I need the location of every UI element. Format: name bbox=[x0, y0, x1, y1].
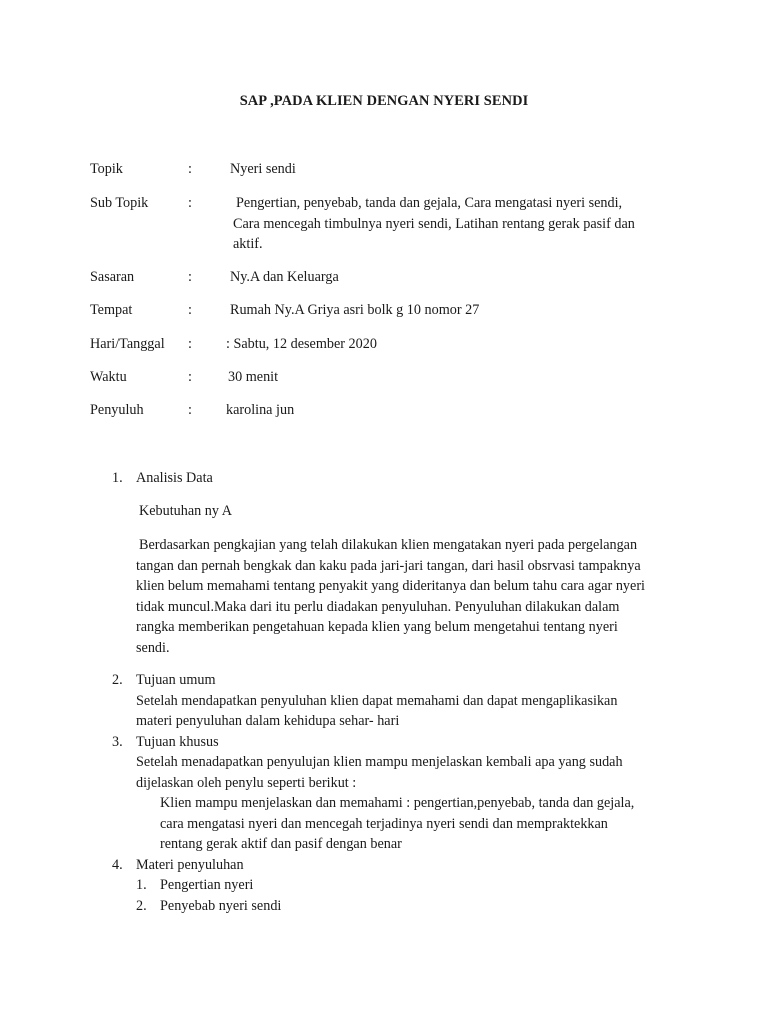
meta-value: Ny.A dan Keluarga bbox=[230, 269, 339, 285]
meta-colon: : bbox=[188, 369, 192, 385]
meta-colon: : bbox=[188, 402, 192, 418]
section-heading: Materi penyuluhan bbox=[136, 856, 244, 873]
paragraph-line: Berdasarkan pengkajian yang telah dilakukan klien mengatakan nyeri pada pergelangan bbox=[139, 537, 638, 553]
section-subheading: Kebutuhan ny A bbox=[139, 503, 232, 519]
paragraph-line: dijelaskan oleh penylu seperti berikut : bbox=[136, 774, 357, 791]
list-item-text: Penyebab nyeri sendi bbox=[160, 897, 282, 914]
meta-value-line: Pengertian, penyebab, tanda dan gejala, Cara mengatasi nyeri sendi, bbox=[236, 195, 623, 211]
meta-value: karolina jun bbox=[226, 402, 295, 418]
section-number: 3. bbox=[112, 733, 123, 750]
meta-colon: : bbox=[188, 195, 192, 211]
meta-label: Waktu bbox=[90, 369, 127, 385]
section-number: 2. bbox=[112, 672, 123, 688]
section-heading: Analisis Data bbox=[136, 470, 213, 486]
meta-colon: : bbox=[188, 336, 192, 352]
meta-value: Rumah Ny.A Griya asri bolk g 10 nomor 27 bbox=[230, 302, 480, 318]
meta-label: Sasaran bbox=[90, 269, 135, 285]
paragraph-line: sendi. bbox=[136, 640, 170, 656]
meta-colon: : bbox=[188, 269, 192, 285]
indented-line: cara mengatasi nyeri dan mencegah terjadinya nyeri sendi dan mempraktekkan bbox=[160, 815, 608, 832]
meta-label: Hari/Tanggal bbox=[90, 336, 165, 352]
meta-label: Tempat bbox=[90, 302, 133, 318]
meta-value: : Sabtu, 12 desember 2020 bbox=[226, 336, 377, 352]
meta-value-line: Cara mencegah timbulnya nyeri sendi, Latihan rentang gerak pasif dan bbox=[233, 215, 635, 232]
page-title: SAP ,PADA KLIEN DENGAN NYERI SENDI bbox=[239, 93, 529, 109]
paragraph-line: tangan dan pernah bengkak dan kaku pada jari-jari tangan, dari hasil obsrvasi tampaknya bbox=[136, 557, 641, 574]
list-item-text: Pengertian nyeri bbox=[160, 877, 254, 893]
section-heading: Tujuan umum bbox=[136, 672, 216, 688]
meta-label: Topik bbox=[90, 161, 123, 177]
list-item-number: 1. bbox=[136, 877, 147, 893]
paragraph-line: Setelah mendapatkan penyuluhan klien dapat memahami dan dapat mengaplikasikan bbox=[136, 692, 618, 709]
paragraph-line: Setelah menadapatkan penyulujan klien mampu menjelaskan kembali apa yang sudah bbox=[136, 754, 623, 770]
meta-value: Nyeri sendi bbox=[230, 161, 296, 177]
meta-colon: : bbox=[188, 161, 192, 177]
paragraph-line: klien belum memahami tentang penyakit yang dideritanya dan belum tahu cara agar nyeri bbox=[136, 578, 645, 595]
list-item-number: 2. bbox=[136, 897, 147, 914]
indented-line: rentang gerak aktif dan pasif dengan benar bbox=[160, 836, 402, 852]
paragraph-line: tidak muncul.Maka dari itu perlu diadakan penyuluhan. Penyuluhan dilakukan dalam bbox=[136, 598, 620, 615]
meta-label: Sub Topik bbox=[90, 195, 149, 211]
paragraph-line: materi penyuluhan dalam kehidupa sehar- hari bbox=[136, 713, 400, 729]
meta-value-line: aktif. bbox=[233, 236, 263, 252]
meta-label: Penyuluh bbox=[90, 402, 144, 418]
section-number: 4. bbox=[112, 856, 123, 873]
meta-colon: : bbox=[188, 302, 192, 318]
paragraph-line: rangka memberikan pengetahuan kepada klien yang belum mengetahui tentang nyeri bbox=[136, 619, 618, 636]
section-heading: Tujuan khusus bbox=[136, 733, 219, 750]
section-number: 1. bbox=[112, 470, 123, 486]
indented-line: Klien mampu menjelaskan dan memahami : pengertian,penyebab, tanda dan gejala, bbox=[160, 795, 635, 811]
meta-value: 30 menit bbox=[228, 369, 279, 385]
